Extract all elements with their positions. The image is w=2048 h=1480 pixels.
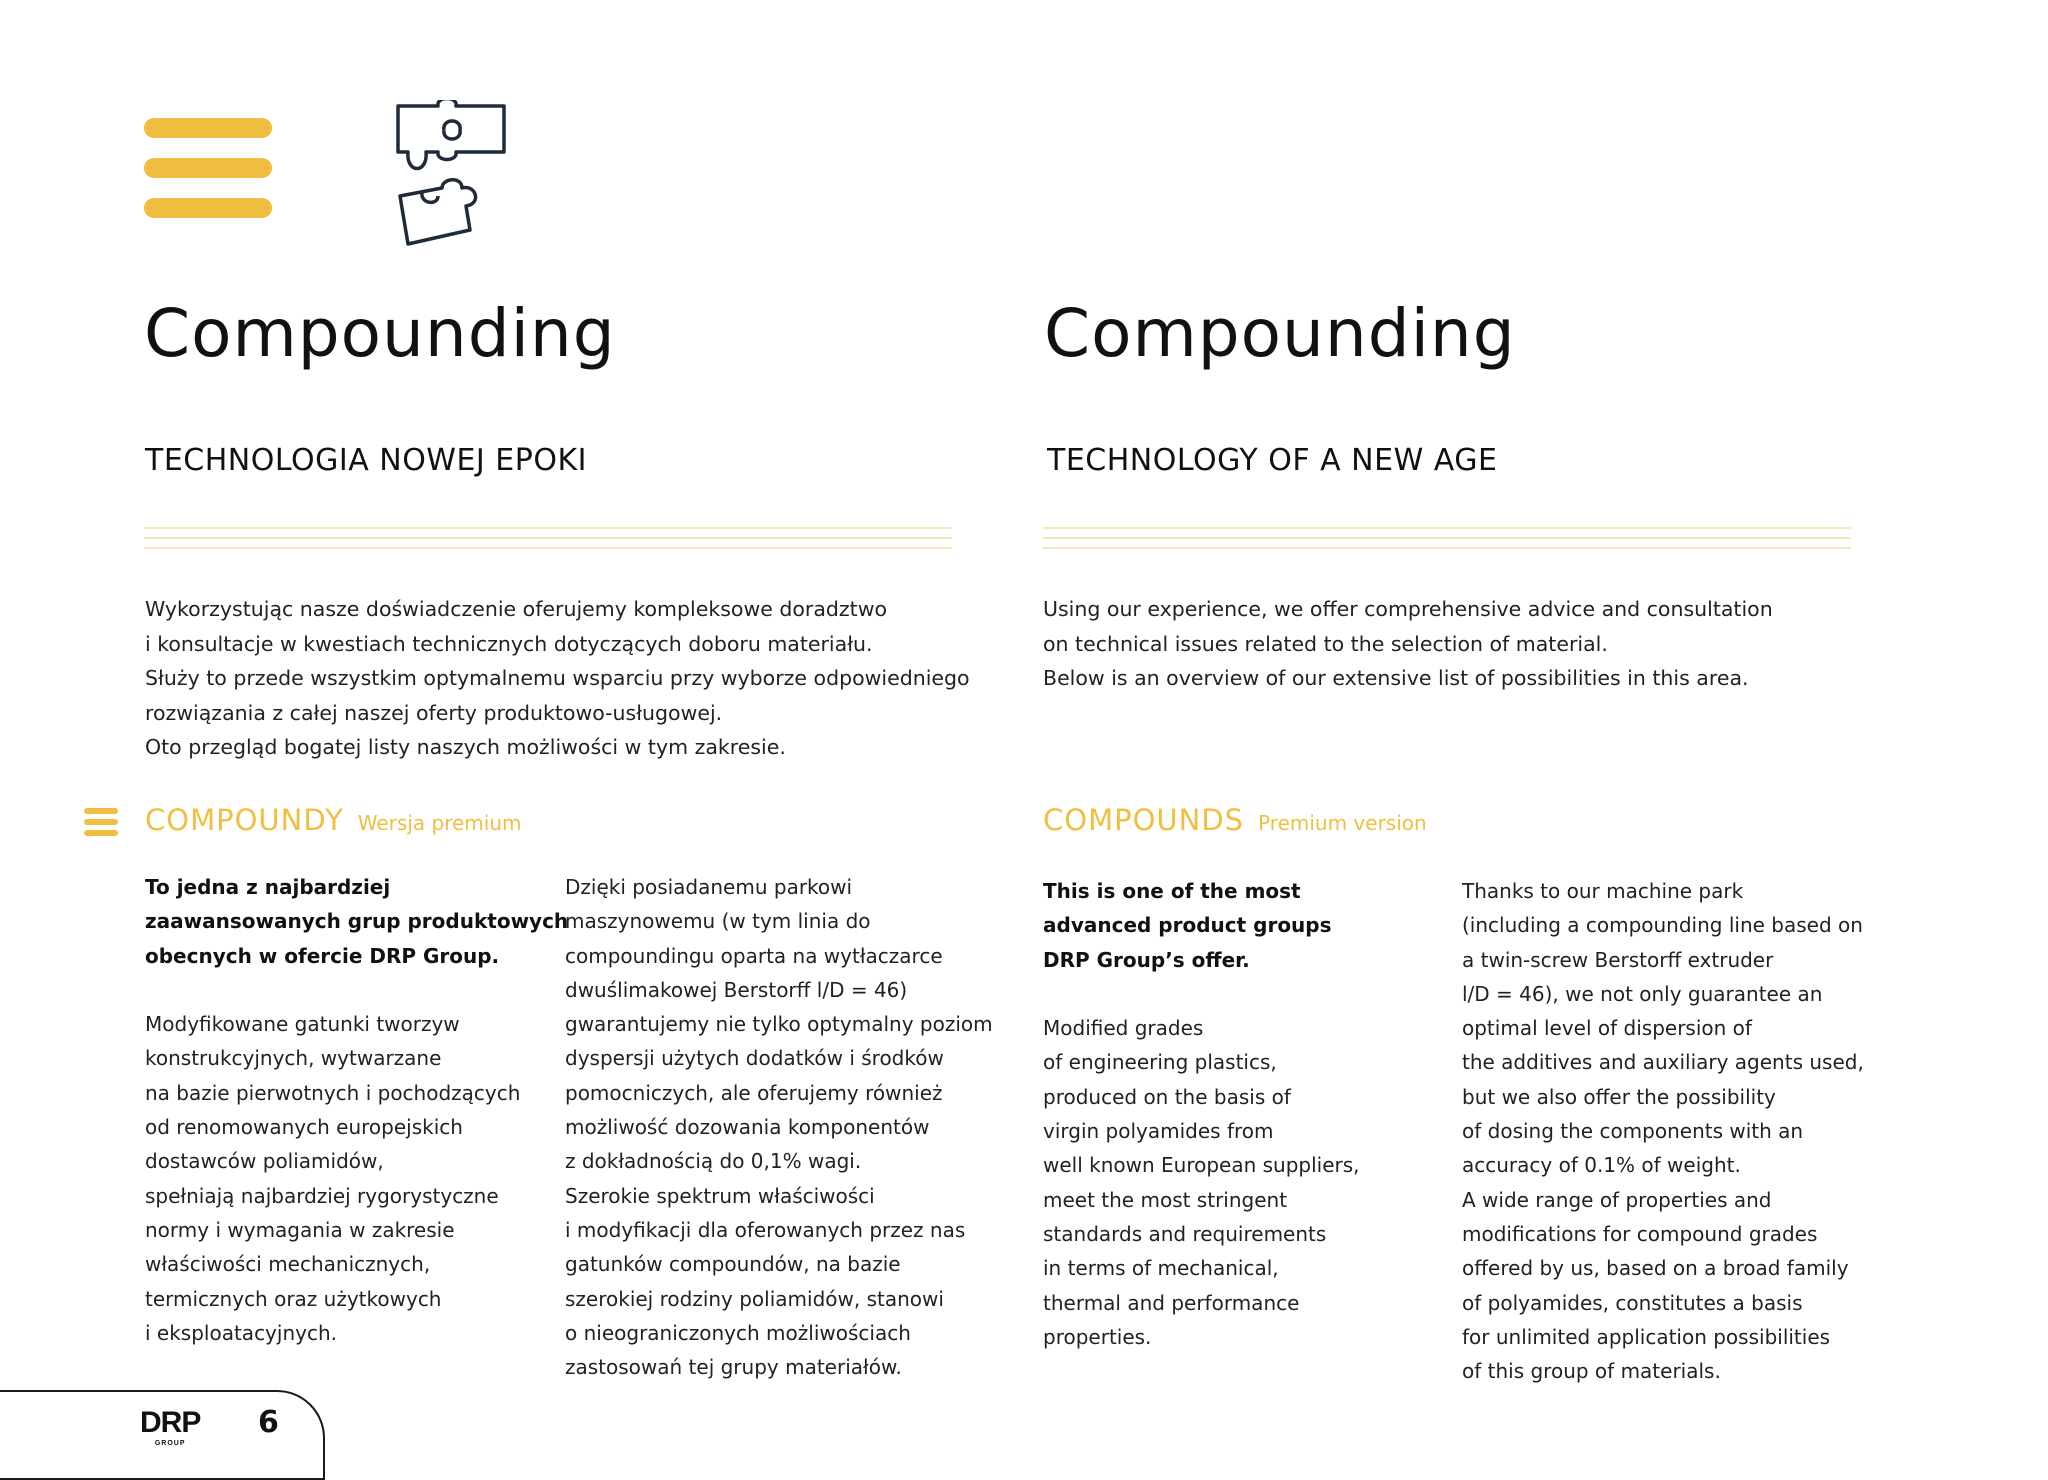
lead-line: This is one of the most (1043, 879, 1301, 903)
body-line: standards and requirements (1043, 1221, 1327, 1246)
intro-line: Oto przegląd bogatej listy naszych możliwości w tym zakresie. (145, 735, 786, 759)
body-line: properties. (1043, 1324, 1152, 1349)
logo-text: DRP (140, 1406, 201, 1439)
body-line: Dzięki posiadanemu parkowi (565, 875, 853, 899)
body-line: i modyfikacji dla oferowanych przez nas (565, 1217, 966, 1242)
body-line: of this group of materials. (1462, 1359, 1721, 1384)
intro-line: Wykorzystując nasze doświadczenie oferujemy kompleksowe doradztwo (145, 597, 888, 621)
divider-lines-en (1043, 527, 1851, 549)
body-line: A wide range of properties and (1462, 1187, 1772, 1212)
body-line: Szerokie spektrum właściwości (565, 1183, 875, 1208)
intro-en (1043, 592, 1773, 696)
section-heading-pl (145, 803, 522, 837)
body-line: gatunków compoundów, na bazie (565, 1252, 901, 1277)
body-line: dyspersji użytych dodatków i środków (565, 1046, 944, 1071)
body-line: właściwości mechanicznych, (145, 1252, 431, 1277)
lead-line: To jedna z najbardziej (145, 875, 391, 899)
hamburger-icon (144, 116, 274, 220)
lead-line: obecnych w ofercie DRP Group. (145, 943, 500, 968)
body-line: maszynowemu (w tym linia do (565, 909, 871, 934)
body-line: modifications for compound grades (1462, 1221, 1818, 1246)
body-line: for unlimited application possibilities (1462, 1324, 1831, 1349)
body-line: compoundingu oparta na wytłaczarce (565, 943, 943, 968)
body-line: szerokiej rodziny poliamidów, stanowi (565, 1286, 944, 1311)
puzzle-pieces-icon (392, 100, 512, 250)
lead-line: zaawansowanych grup produktowych (145, 909, 569, 934)
hamburger-icon (84, 808, 118, 836)
column-pl-2 (565, 870, 993, 1384)
body-line: (including a compounding line based on (1462, 913, 1863, 938)
body-line: of engineering plastics, (1043, 1050, 1277, 1075)
column-pl-1 (145, 870, 568, 1350)
body-line: i eksploatacyjnych. (145, 1320, 337, 1345)
body-line: of dosing the components with an (1462, 1119, 1804, 1144)
intro-line: Służy to przede wszystkim optymalnemu wsparciu przy wyborze odpowiedniego (145, 666, 970, 690)
body-line: virgin polyamides from (1043, 1119, 1274, 1144)
body-line: l/D = 46), we not only guarantee an (1462, 981, 1823, 1006)
body-line: na bazie pierwotnych i pochodzących (145, 1080, 521, 1105)
menu-button[interactable] (144, 116, 274, 220)
section-title: COMPOUNDY (145, 803, 344, 837)
page-title-en: Compounding (1044, 295, 1516, 372)
intro-line: rozwiązania z całej naszej oferty produktowo-usługowej. (145, 700, 723, 725)
body-line: termicznych oraz użytkowych (145, 1286, 442, 1311)
intro-line: Using our experience, we offer comprehensive advice and consultation (1043, 597, 1773, 621)
body-line: dwuślimakowej Berstorff l/D = 46) (565, 977, 908, 1002)
intro-pl (145, 592, 970, 765)
body-line: z dokładnością do 0,1% wagi. (565, 1149, 862, 1174)
body-line: spełniają najbardziej rygorystyczne (145, 1183, 499, 1208)
body-line: in terms of mechanical, (1043, 1256, 1279, 1281)
body-line: gwarantujemy nie tylko optymalny poziom (565, 1012, 993, 1037)
body-line: Thanks to our machine park (1462, 879, 1744, 903)
page-title-pl: Compounding (144, 295, 616, 372)
body-line: meet the most stringent (1043, 1187, 1288, 1212)
logo-subtext: GROUP (154, 1440, 186, 1447)
body-line: pomocniczych, ale oferujemy również (565, 1080, 943, 1105)
body-line: od renomowanych europejskich (145, 1115, 463, 1140)
intro-line: i konsultacje w kwestiach technicznych dotyczących doboru materiału. (145, 631, 873, 656)
body-line: optimal level of dispersion of (1462, 1016, 1752, 1041)
subtitle-en: TECHNOLOGY OF A NEW AGE (1047, 443, 1498, 478)
body-line: dostawców poliamidów, (145, 1149, 384, 1174)
section-subtitle: Premium version (1258, 811, 1427, 835)
body-line: the additives and auxiliary agents used, (1462, 1050, 1864, 1075)
subtitle-pl: TECHNOLOGIA NOWEJ EPOKI (145, 443, 587, 478)
drp-group-logo[interactable] (140, 1408, 200, 1447)
body-line: thermal and performance (1043, 1290, 1300, 1315)
body-line: konstrukcyjnych, wytwarzane (145, 1046, 442, 1071)
body-line: zastosowań tej grupy materiałów. (565, 1355, 902, 1380)
body-line: but we also offer the possibility (1462, 1084, 1776, 1109)
intro-line: Below is an overview of our extensive list of possibilities in this area. (1043, 666, 1749, 690)
body-line: of polyamides, constitutes a basis (1462, 1290, 1803, 1315)
body-line: produced on the basis of (1043, 1084, 1291, 1109)
body-line: well known European suppliers, (1043, 1153, 1360, 1178)
section-subtitle: Wersja premium (357, 811, 522, 835)
section-heading-en (1043, 803, 1427, 837)
body-line: Modyfikowane gatunki tworzyw (145, 1012, 460, 1037)
lead-line: advanced product groups (1043, 913, 1332, 938)
intro-line: on technical issues related to the selection of material. (1043, 631, 1608, 656)
lead-line: DRP Group’s offer. (1043, 947, 1250, 972)
page-number: 6 (258, 1405, 279, 1440)
column-en-2 (1462, 874, 1864, 1388)
body-line: możliwość dozowania komponentów (565, 1115, 930, 1140)
section-menu-button[interactable] (84, 808, 118, 836)
divider-lines-pl (144, 527, 952, 549)
section-title: COMPOUNDS (1043, 803, 1245, 837)
body-line: normy i wymagania w zakresie (145, 1217, 455, 1242)
body-line: a twin-screw Berstorff extruder (1462, 947, 1774, 972)
body-line: o nieograniczonych możliwościach (565, 1320, 911, 1345)
body-line: accuracy of 0.1% of weight. (1462, 1153, 1741, 1178)
column-en-1 (1043, 874, 1360, 1354)
body-line: offered by us, based on a broad family (1462, 1256, 1849, 1281)
body-line: Modified grades (1043, 1016, 1204, 1041)
